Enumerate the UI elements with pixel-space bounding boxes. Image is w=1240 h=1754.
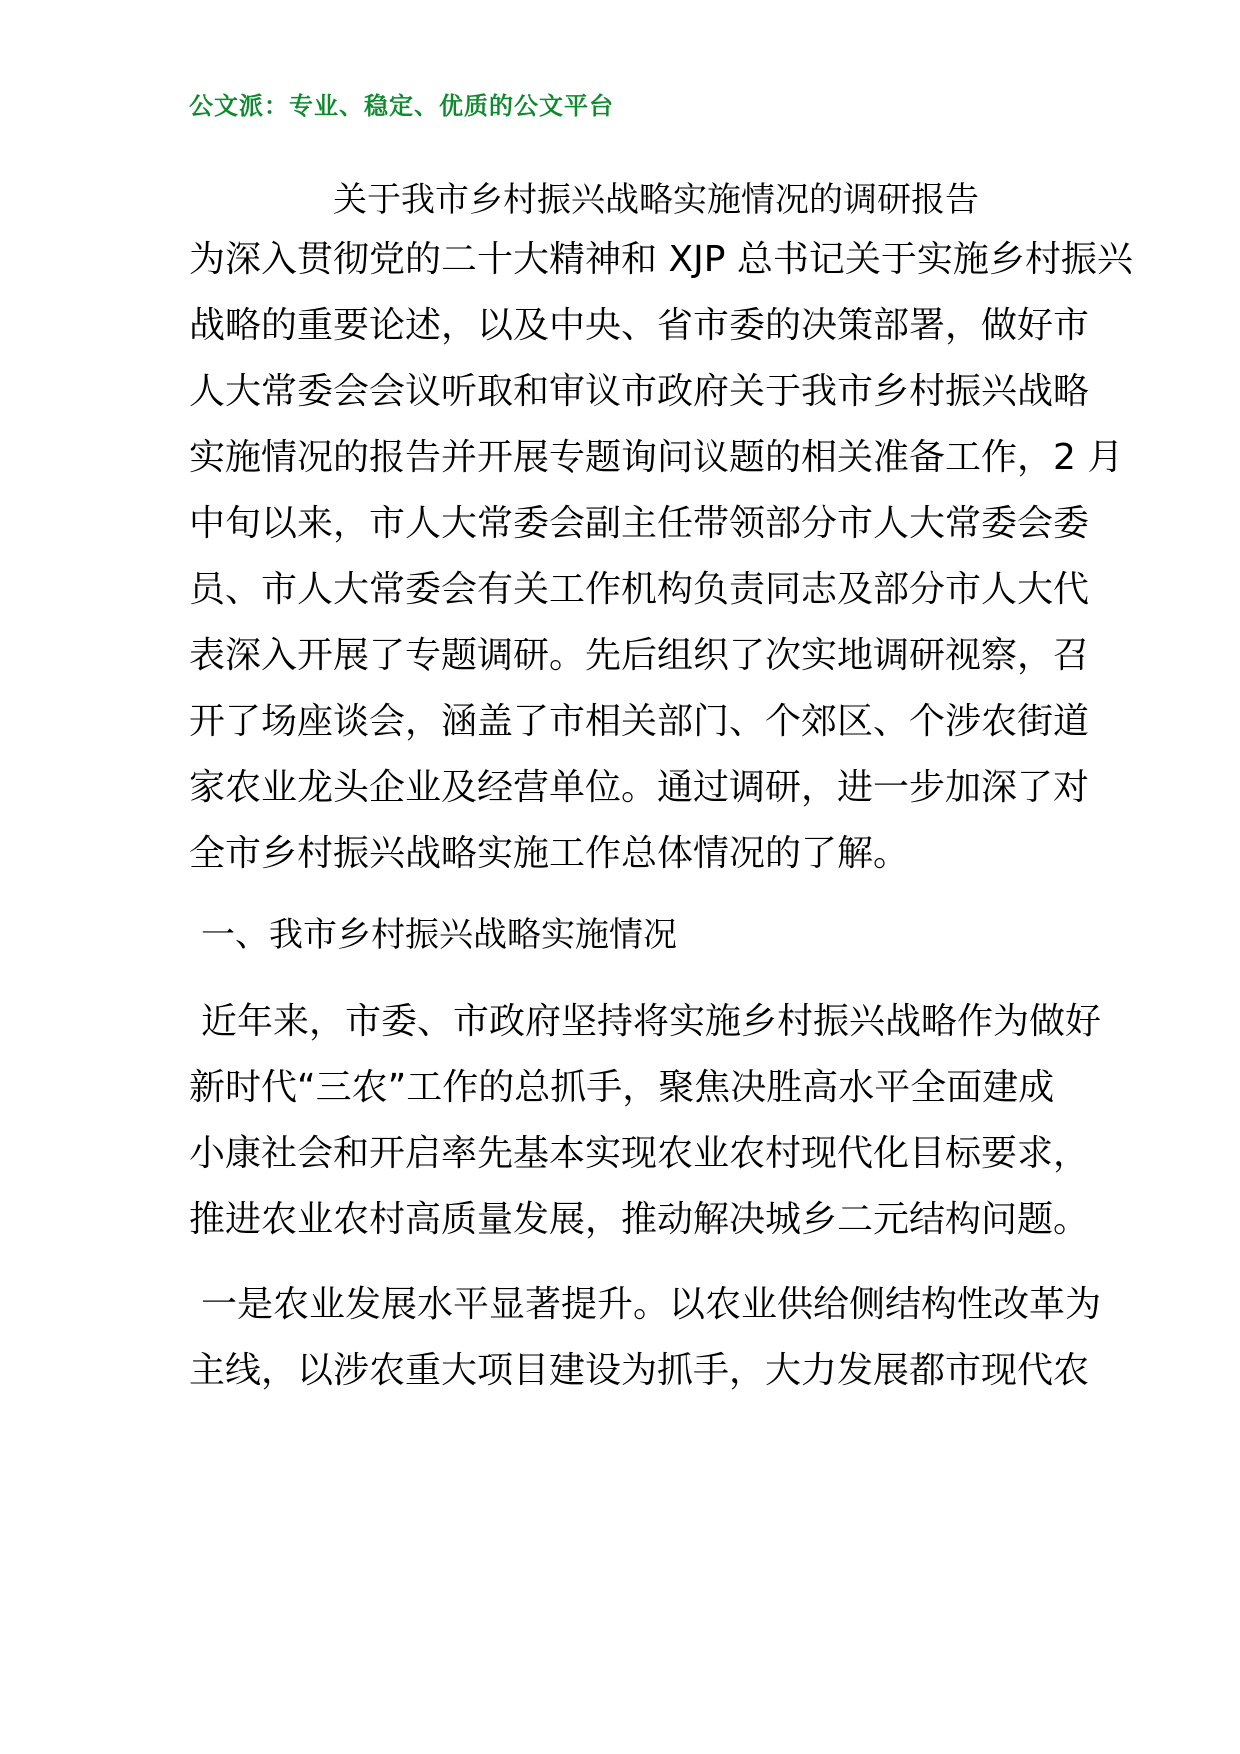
intro-line-8: 开了场座谈会，涵盖了市相关部门、个郊区、个涉农街道 [189, 701, 1090, 742]
intro-line-2: 战略的重要论述，以及中央、省市委的决策部署，做好市 [189, 305, 1090, 346]
para2-line-2: 新时代“三农”工作的总抓手，聚焦决胜高水平全面建成 [189, 1067, 1055, 1108]
para2-line-1: 近年来，市委、市政府坚持将实施乡村振兴战略作为做好 [201, 1001, 1102, 1042]
intro-line-4: 实施情况的报告并开展专题询问议题的相关准备工作，2 月 [189, 437, 1124, 478]
intro-line-9: 家农业龙头企业及经营单位。通过调研，进一步加深了对 [189, 767, 1090, 808]
intro-line-6: 员、市人大常委会有关工作机构负责同志及部分市人大代 [189, 569, 1090, 610]
para2-line-3: 小康社会和开启率先基本实现农业农村现代化目标要求， [189, 1133, 1090, 1174]
document-title: 关于我市乡村振兴战略实施情况的调研报告 [333, 180, 979, 220]
intro-line-10: 全市乡村振兴战略实施工作总体情况的了解。 [189, 833, 910, 874]
intro-line-3: 人大常委会会议听取和审议市政府关于我市乡村振兴战略 [189, 371, 1090, 412]
section-heading: 一、我市乡村振兴战略实施情况 [201, 915, 677, 955]
para3-line-2: 主线，以涉农重大项目建设为抓手，大力发展都市现代农 [189, 1350, 1090, 1391]
intro-line-7: 表深入开展了专题调研。先后组织了次实地调研视察，召 [189, 635, 1090, 676]
intro-line-1: 为深入贯彻党的二十大精神和 XJP 总书记关于实施乡村振兴 [189, 239, 1133, 280]
site-banner: 公文派：专业、稳定、优质的公文平台 [189, 92, 614, 120]
para3-line-1: 一是农业发展水平显著提升。以农业供给侧结构性改革为 [201, 1284, 1102, 1325]
intro-line-5: 中旬以来，市人大常委会副主任带领部分市人大常委会委 [189, 503, 1090, 544]
para2-line-4: 推进农业农村高质量发展，推动解决城乡二元结构问题。 [189, 1199, 1090, 1240]
